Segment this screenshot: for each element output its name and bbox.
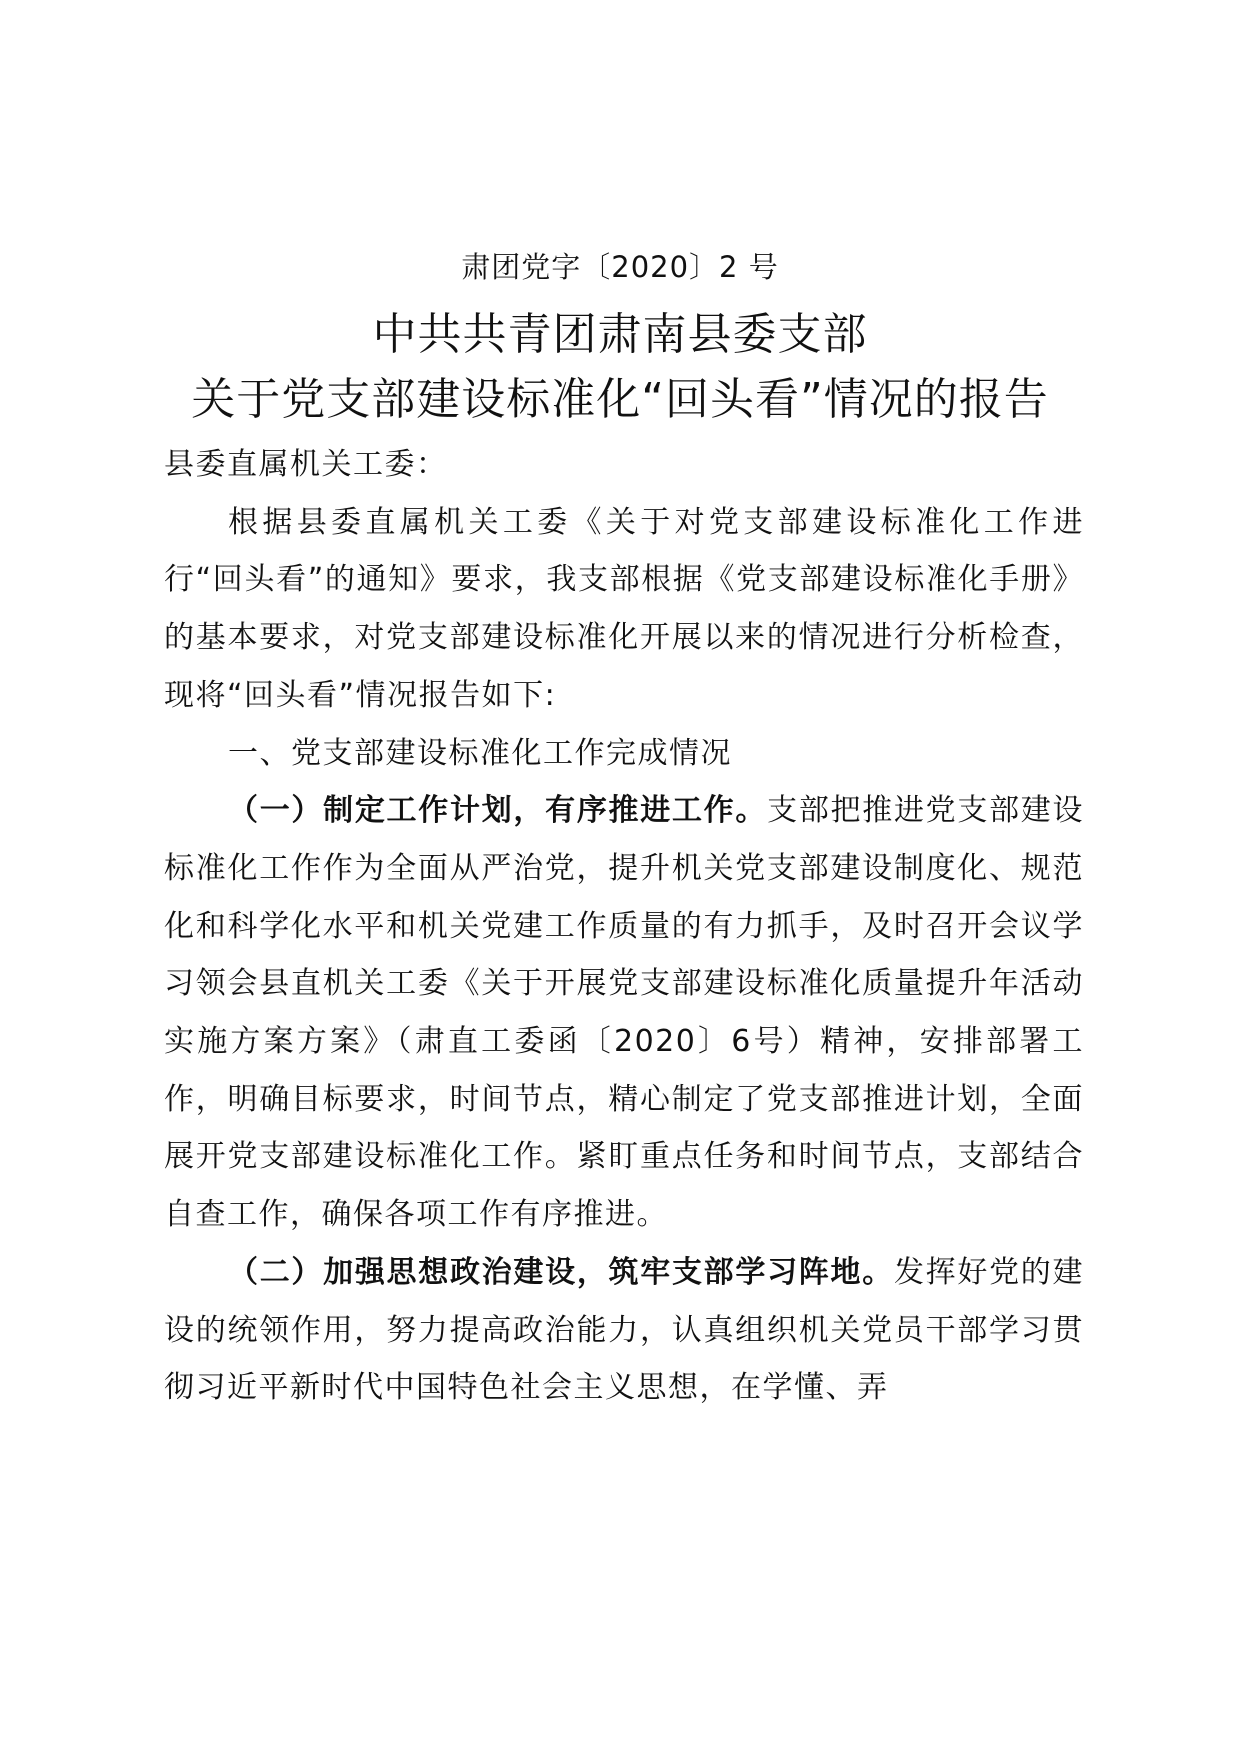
section-1-heading: 一、党支部建设标准化工作完成情况 (228, 735, 732, 771)
item-1-body: 支部把推进党支部建设标准化工作作为全面从严治党，提升机关党支部建设制度化、规范化和科学化水平和机关党建工作质量的有力抓手，及时召开会议学习领会县直机关工委《关于开展党支部建设标准化质量提升年活动实施方案方案》（肃直工委函〔2020〕6号）精神，安排部署工作，明确目标要求，时间节点，精心制定了党支部推进计划，全面展开党支部建设标准化工作。紧盯重点任务和时间节点，支部结合自查工作，确保各项工作有序推进。 (164, 793, 1085, 1233)
salutation: 县委直属机关工委： (164, 447, 448, 482)
item-2-paragraph (164, 1244, 1084, 1417)
document-title-line-2: 关于党支部建设标准化“回头看”情况的报告 (191, 374, 1049, 425)
item-2-heading: （二）加强思想政治建设，筑牢支部学习阵地。 (228, 1254, 894, 1290)
item-1-paragraph (164, 782, 1084, 1244)
document-body (164, 436, 1084, 1417)
item-2-body: 发挥好党的建设的统领作用，努力提高政治能力，认真组织机关党员干部学习贯彻习近平新时代中国特色社会主义思想，在学懂、弄 (164, 1254, 1085, 1406)
document-number: 肃团党字〔2020〕2 号 (461, 250, 779, 284)
intro-paragraph: 根据县委直属机关工委《关于对党支部建设标准化工作进行“回头看”的通知》要求，我支部根据《党支部建设标准化手册》的基本要求，对党支部建设标准化开展以来的情况进行分析检查，现将“回头看”情况报告如下: (164, 504, 1084, 713)
document-title-line-1: 中共共青团肃南县委支部 (372, 309, 868, 360)
item-1-heading: （一）制定工作计划，有序推进工作。 (228, 793, 768, 829)
